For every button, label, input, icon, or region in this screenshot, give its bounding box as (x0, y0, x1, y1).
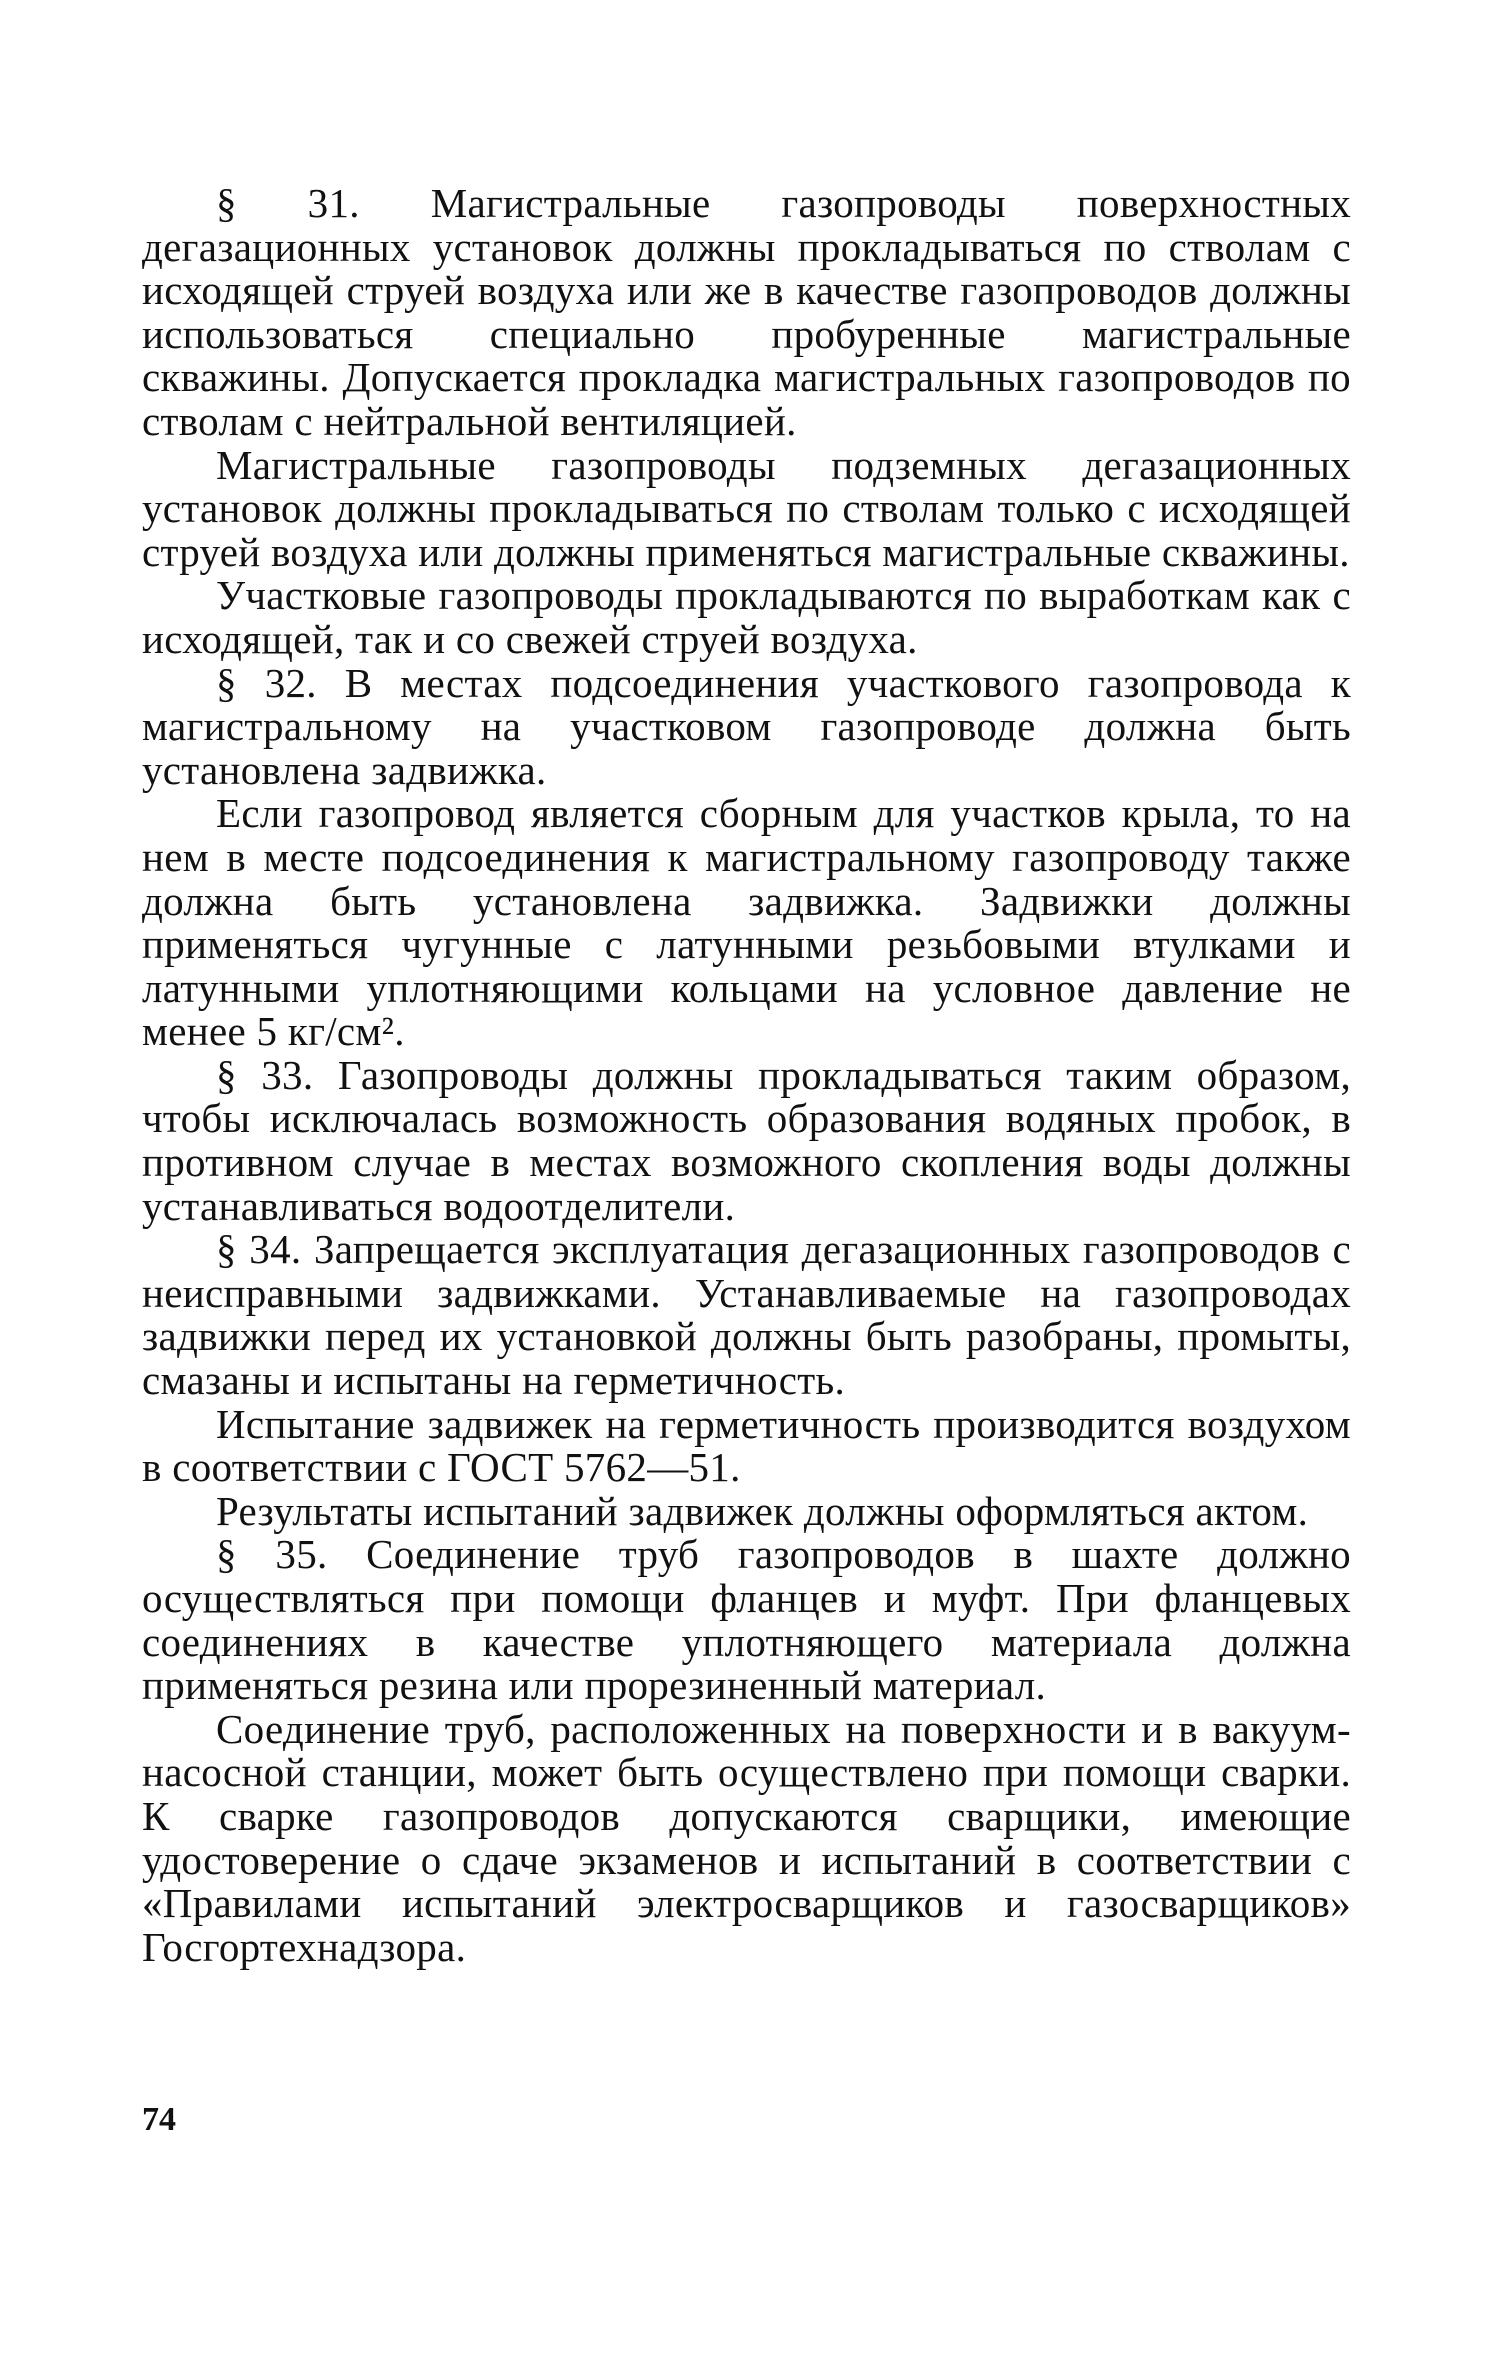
paragraph-collector-pipeline: Если газопровод является сборным для участков крыла, то на нем в месте подсоединения к магистральному газопроводу также должна быть установлена задвижка. Задвижки должны применяться чугунные с латунными резьбовыми втулками и латунными уплотняющими кольцами на условное давление не менее 5 кг/см². (142, 790, 1351, 1055)
paragraph-test-results: Результаты испытаний задвижек должны оформляться актом. (216, 1487, 1309, 1534)
paragraph-district-pipelines: Участковые газопроводы прокладываются по выработкам как с исходящей, так и со свежей струей воздуха. (142, 572, 1351, 662)
paragraph-section-35: § 35. Соединение труб газопроводов в шахте должно осуществляться при помощи фланцев и муфт. При фланцевых соединениях в качестве уплотняющего материала должна применяться резина или прорезиненный материал. (142, 1531, 1351, 1709)
paragraph-section-32: § 32. В местах подсоединения участкового газопровода к магистральному на участковом газопроводе должна быть установлена задвижка. (142, 659, 1351, 793)
paragraph-welding: Соединение труб, расположенных на поверхности и в вакуум-насосной станции, может быть осуществлено при помощи сварки. К сварке газопроводов допускаются сварщики, имеющие удостоверение о сдаче экзаменов и испытаний в соответствии с «Правилами испытаний электросварщиков и газосварщиков» Госгортехнадзора. (142, 1705, 1351, 1970)
paragraph-underground-pipelines: Магистральные газопроводы подземных дегазационных установок должны прокладываться по стволам только с исходящей струей воздуха или должны применяться магистральные скважины. (142, 441, 1351, 575)
page-number: 74 (142, 2101, 176, 2138)
body-text (142, 182, 1351, 1969)
paragraph-valve-test: Испытание задвижек на герметичность производится воздухом в соответствии с ГОСТ 5762—51. (142, 1400, 1351, 1491)
paragraph-section-31: § 31. Магистральные газопроводы поверхностных дегазационных установок должны прокладываться по стволам с исходящей струей воздуха или же в качестве газопроводов должны использоваться специально пробуренные магистральные скважины. Допускается прокладка магистральных газопроводов по стволам с нейтральной вентиляцией. (142, 180, 1351, 444)
paragraph-section-34: § 34. Запрещается эксплуатация дегазационных газопроводов с неисправными задвижками. Устанавливаемые на газопроводах задвижки перед их установкой должны быть разобраны, промыты, смазаны и испытаны на герметичность. (142, 1226, 1351, 1404)
paragraph-section-33: § 33. Газопроводы должны прокладываться таким образом, чтобы исключалась возможность образования водяных пробок, в противном случае в местах возможного скопления воды должны устанавливаться водоотделители. (142, 1051, 1351, 1229)
